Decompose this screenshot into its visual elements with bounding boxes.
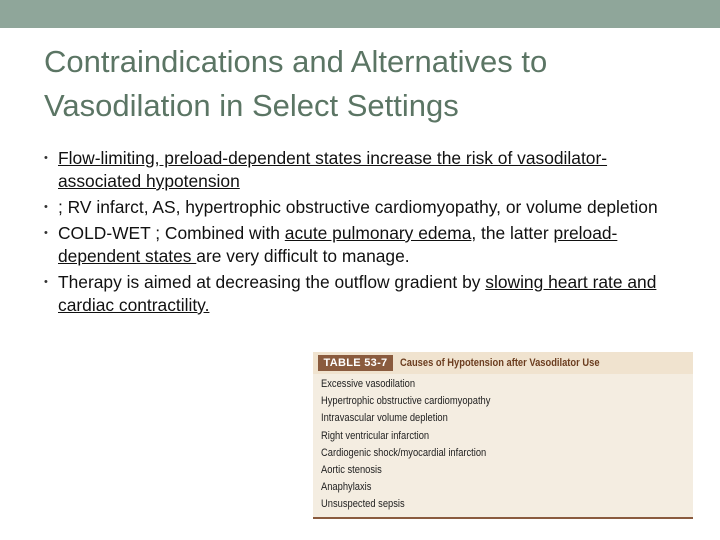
slide-title	[44, 40, 684, 128]
slowing-heart-rate-link[interactable]: slowing heart rate and cardiac contractility.	[58, 272, 657, 315]
table-caption: Causes of Hypotension after Vasodilator Use	[400, 357, 600, 369]
hypotension-causes-table	[313, 352, 693, 519]
table-row: Cardiogenic shock/myocardial infarction	[321, 446, 487, 459]
bullet-dot-icon: •	[44, 152, 48, 164]
table-row: Aortic stenosis	[321, 464, 382, 477]
bullet-dot-icon: •	[44, 201, 48, 213]
bullet-text: COLD-WET ; Combined with	[58, 223, 285, 243]
bullet-text: are very difficult to manage.	[196, 246, 410, 266]
bullet-item	[44, 196, 684, 219]
bullet-dot-icon: •	[44, 276, 48, 288]
acute-pulmonary-edema-link[interactable]: acute pulmonary edema	[284, 223, 472, 243]
table-row: Anaphylaxis	[321, 481, 372, 494]
bullet-text: ; RV infarct, AS, hypertrophic obstructive cardiomyopathy, or volume depletion	[58, 197, 658, 217]
table-header	[313, 352, 693, 374]
table-row: Unsuspected sepsis	[321, 498, 405, 511]
title-line-2: Vasodilation in Select Settings	[44, 88, 459, 123]
bullet-list	[44, 147, 684, 320]
preload-dependent-link[interactable]: preload-dependent states	[58, 223, 618, 266]
bullet-text: , the latter	[471, 223, 554, 243]
bullet-text: Therapy is aimed at decreasing the outflow gradient by	[58, 272, 486, 292]
table-row: Intravascular volume depletion	[321, 412, 448, 425]
bullet-dot-icon: •	[44, 227, 48, 239]
bullet-item	[44, 222, 684, 268]
table-row: Right ventricular infarction	[321, 429, 430, 442]
bullet-item	[44, 147, 684, 193]
table-row: Excessive vasodilation	[321, 378, 416, 390]
table-rows	[321, 376, 520, 514]
table-row: Hypertrophic obstructive cardiomyopathy	[321, 395, 491, 408]
bullet-item	[44, 271, 684, 317]
header-band	[0, 0, 720, 28]
table-label: TABLE 53-7	[318, 355, 393, 371]
bullet-link[interactable]: Flow-limiting, preload-dependent states increase the risk of vasodilator-associated hypotension	[58, 148, 608, 191]
title-line-1: Contraindications and Alternatives to	[44, 44, 548, 79]
